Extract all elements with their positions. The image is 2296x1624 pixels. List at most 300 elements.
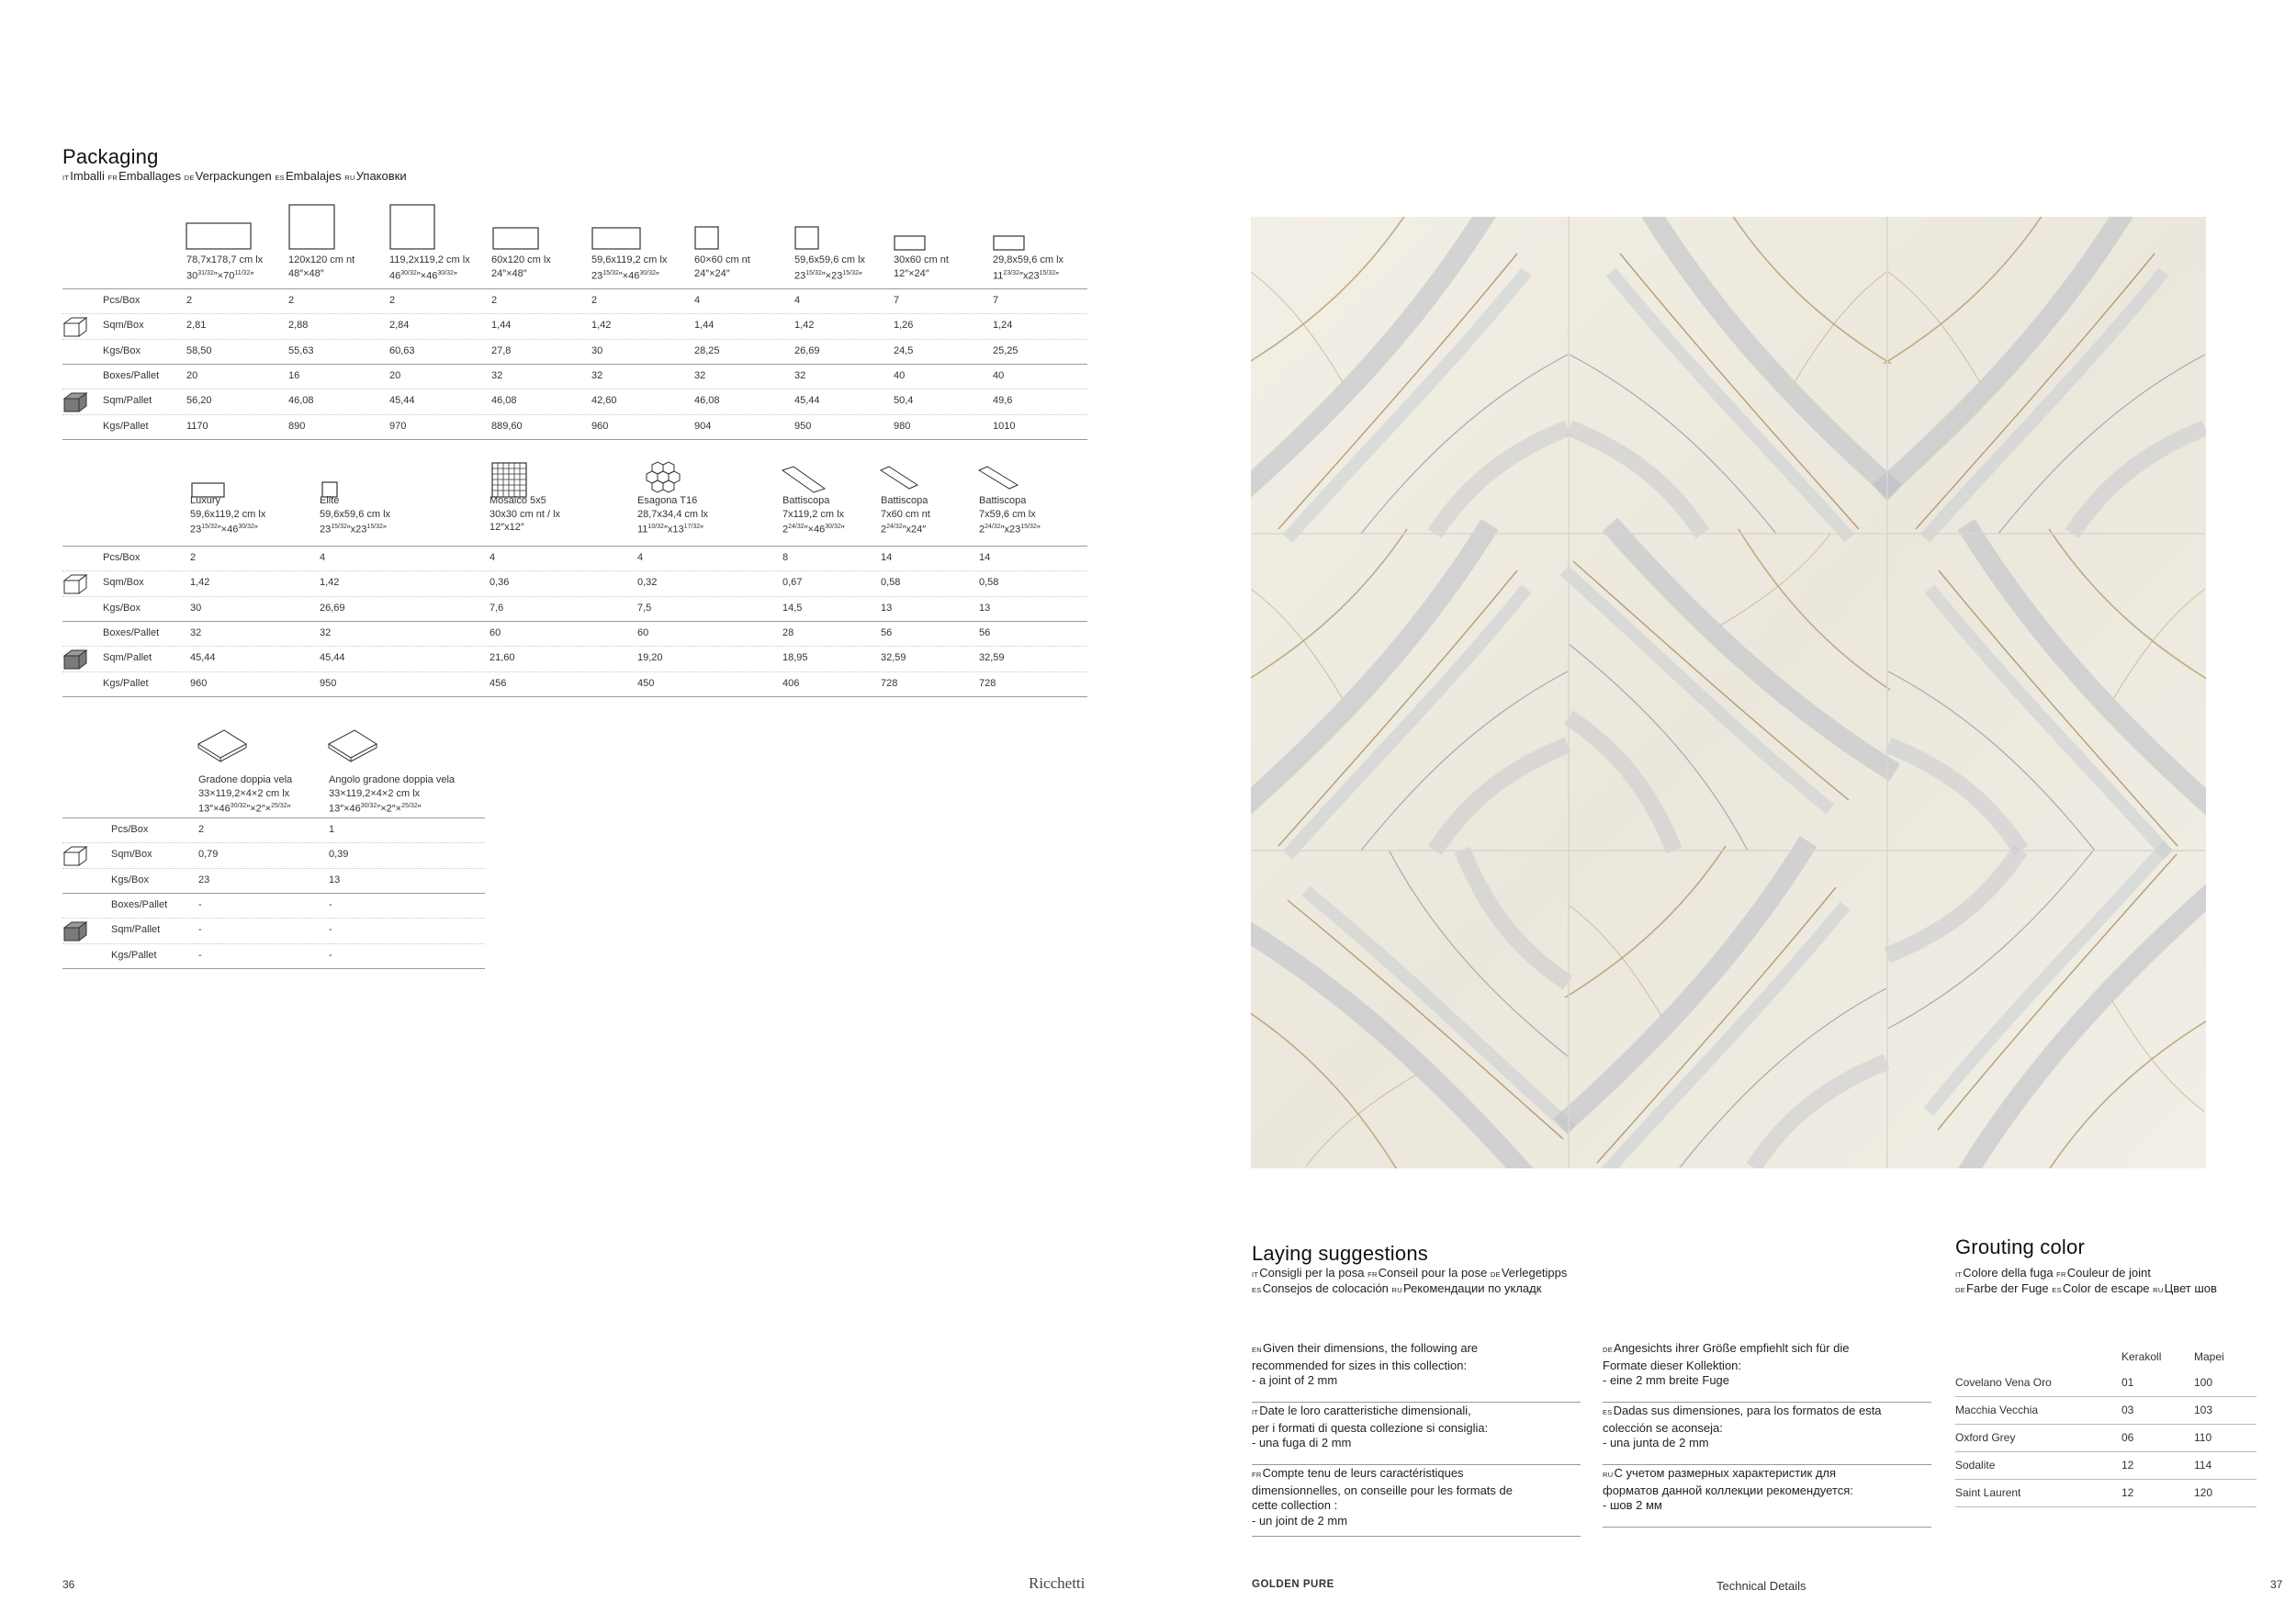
grout-header-mapei: Mapei [2194, 1350, 2224, 1363]
table-cell: 55,63 [288, 344, 314, 356]
row-label: Kgs/Pallet [103, 420, 149, 432]
format-size-cm: 60×60 cm nt [694, 254, 750, 265]
lang-code: RU [1391, 1286, 1402, 1294]
table-cell: 32 [320, 626, 332, 638]
grout-kerakoll: 06 [2122, 1431, 2134, 1444]
table-cell: 26,69 [320, 602, 345, 614]
row-label: Kgs/Box [103, 602, 141, 614]
row-label: Pcs/Box [111, 824, 149, 835]
column-header [782, 494, 845, 536]
column-header [794, 254, 865, 283]
laying-text: Given their dimensions, the following are recommended for sizes in this collection: - a joint of 2 mm [1252, 1341, 1479, 1387]
table-cell: 32 [491, 369, 503, 381]
format-name: Gradone doppia vela [198, 774, 293, 785]
laying-translations-2 [1252, 1281, 1541, 1295]
translation-text: Consejos de colocación [1262, 1281, 1392, 1295]
row-divider [62, 339, 1087, 340]
grout-name: Saint Laurent [1955, 1486, 2021, 1499]
lang-code: IT [62, 174, 70, 182]
table-cell: 1010 [993, 420, 1016, 432]
format-size-cm: 7x60 cm nt [881, 508, 930, 520]
table-cell: 0,58 [979, 577, 999, 589]
lang-code: RU [2153, 1286, 2164, 1294]
table-cell: 950 [794, 420, 812, 432]
marble-tile-image [1251, 217, 2206, 1168]
table-cell: 56 [881, 626, 893, 638]
translation-text: Verpackungen [195, 169, 276, 183]
translation-text: Colore della fuga [1963, 1266, 2057, 1280]
grout-row [1955, 1424, 2257, 1452]
format-shape [994, 236, 1024, 250]
table-cell: 728 [979, 677, 996, 689]
table-cell: - [329, 898, 332, 910]
table-cell: 60,63 [389, 344, 415, 356]
table-top-rule [62, 288, 1087, 289]
format-size-inch: 24″×24″ [694, 267, 730, 279]
table-cell: 889,60 [491, 420, 523, 432]
format-size-cm: 30x60 cm nt [894, 254, 949, 265]
format-size-cm: 59,6x59,6 cm lx [320, 508, 391, 520]
format-size-cm: 7x119,2 cm lx [782, 508, 845, 520]
translation-text: Emballages [118, 169, 185, 183]
table-cell: 13 [881, 602, 893, 614]
table-cell: 4 [637, 552, 644, 563]
table-cell: 24,5 [894, 344, 914, 356]
row-label: Kgs/Box [111, 874, 149, 885]
format-size-cm: 59,6x59,6 cm lx [794, 254, 866, 265]
translation-text: Цвет шов [2164, 1281, 2217, 1295]
page-number-right: 37 [2270, 1578, 2283, 1591]
table-cell: 14 [881, 552, 893, 563]
format-size-inch: $46^{30/32}''\times 46^{30/32}''$ [389, 269, 457, 282]
table-cell: 4 [320, 552, 326, 563]
column-header [637, 494, 708, 536]
table-cell: 32 [794, 369, 806, 381]
table-cell: 28,25 [694, 344, 720, 356]
column-header [190, 494, 265, 536]
table-cell: 40 [993, 369, 1005, 381]
brand-logo: Ricchetti [1029, 1574, 1086, 1592]
table-cell: 970 [389, 420, 407, 432]
format-size-cm: 120x120 cm nt [288, 254, 355, 265]
format-name: Mosaico 5x5 [490, 495, 546, 506]
laying-text: Angesichts ihrer Größe empfiehlt sich für die Formate dieser Kollektion: - eine 2 mm breite Fuge [1603, 1341, 1850, 1387]
format-size-inch: 12″×24″ [894, 267, 929, 279]
table-cell: 23 [198, 874, 210, 885]
table-cell: 13 [979, 602, 991, 614]
table-cell: 1,44 [491, 320, 512, 332]
row-label: Sqm/Pallet [111, 924, 161, 936]
column-header [491, 254, 551, 280]
page-number-left: 36 [62, 1578, 75, 1591]
grout-row [1955, 1369, 2257, 1397]
format-size-inch: $23^{15/32}''\times 23^{15/32}''$ [794, 269, 862, 282]
lang-code: RU [1603, 1471, 1614, 1479]
translation-text: Color de escape [2062, 1281, 2154, 1295]
table-cell: 14,5 [782, 602, 803, 614]
laying-block [1603, 1341, 1931, 1403]
lang-code: IT [1252, 1408, 1259, 1416]
row-label: Pcs/Box [103, 295, 141, 306]
step-shape [198, 730, 246, 761]
format-size-inch: 12″x12″ [490, 522, 524, 533]
row-label: Sqm/Pallet [103, 652, 152, 664]
table-cell: - [329, 949, 332, 961]
table-cell: 4 [694, 295, 701, 306]
table-cell: 7 [894, 295, 900, 306]
row-label: Boxes/Pallet [103, 369, 160, 381]
column-header [979, 494, 1041, 536]
packaging-table-3 [62, 716, 485, 974]
laying-text: Compte tenu de leurs caractéristiques dimensionnelles, on conseille pour les formats de cette collection : - un joint de 2 mm [1252, 1466, 1513, 1528]
pallet-icon [62, 919, 90, 943]
corner-step-shape [329, 730, 377, 761]
format-size-inch: $30^{31/32}''\times 70^{11/32}''$ [186, 269, 254, 282]
lang-code: EN [1252, 1346, 1263, 1354]
format-shape [895, 236, 925, 250]
laying-text: С учетом размерных характеристик для форматов данной коллекции рекомендуется: - шов 2 мм [1603, 1466, 1853, 1512]
table-cell: 0,39 [329, 849, 349, 861]
format-size-cm: 59,6x119,2 cm lx [190, 508, 266, 520]
table-cell: 7,6 [490, 602, 504, 614]
table-cell: 58,50 [186, 344, 212, 356]
lang-code: DE [1955, 1286, 1966, 1294]
row-label: Sqm/Box [111, 849, 152, 861]
format-shape [795, 227, 818, 249]
format-size-inch: $2^{24/32}''x23^{15/32}''$ [979, 524, 1041, 536]
lang-code: ES [1603, 1408, 1613, 1416]
table-cell: 904 [694, 420, 712, 432]
table-cell: 21,60 [490, 652, 515, 664]
format-size-inch: $13''\times 46^{30/32}''\times 2''\times^{25/32}''$ [329, 803, 422, 815]
table-cell: 2 [186, 295, 193, 306]
table-cell: 26,69 [794, 344, 820, 356]
grouting-translations-2 [1955, 1281, 2217, 1295]
translation-text: Рекомендации по укладк [1402, 1281, 1542, 1295]
box-icon [62, 844, 90, 868]
table-cell: 60 [490, 626, 501, 638]
grouting-translations-1 [1955, 1266, 2151, 1280]
column-header [329, 773, 455, 816]
table-cell: - [198, 949, 202, 961]
row-divider [62, 646, 1087, 647]
column-header [894, 254, 949, 280]
laying-title: Laying suggestions [1252, 1242, 1428, 1265]
format-size-cm: 119,2x119,2 cm lx [389, 254, 470, 265]
column-header [288, 254, 355, 280]
format-size-inch: 24″×48″ [491, 267, 527, 279]
table-cell: 960 [190, 677, 208, 689]
table-cell: 18,95 [782, 652, 808, 664]
table-cell: 32,59 [881, 652, 906, 664]
format-size-cm: 78,7x178,7 cm lx [186, 254, 264, 265]
lang-code: DE [1603, 1346, 1614, 1354]
table-cell: 1,42 [190, 577, 210, 589]
laying-block [1252, 1466, 1581, 1537]
row-divider [62, 313, 1087, 314]
table-cell: 45,44 [794, 395, 820, 407]
table-cell: 14 [979, 552, 991, 563]
grout-mapei: 114 [2194, 1459, 2212, 1472]
lang-code: ES [1252, 1286, 1262, 1294]
lang-code: DE [184, 174, 195, 182]
lang-code: IT [1252, 1270, 1259, 1279]
lang-code: DE [1490, 1270, 1501, 1279]
laying-text: Dadas sus dimensiones, para los formatos de esta colección se aconseja: - una junta de 2 mm [1603, 1404, 1882, 1449]
grout-mapei: 100 [2194, 1376, 2213, 1389]
format-shapes-1 [62, 202, 1087, 257]
translation-text: Imballi [70, 169, 108, 183]
column-header [389, 254, 470, 283]
lang-code: FR [107, 174, 118, 182]
row-label: Kgs/Pallet [111, 949, 157, 961]
pallet-icon [62, 390, 90, 414]
format-size-cm: 33×119,2×4×2 cm lx [198, 787, 290, 799]
format-shape [186, 223, 251, 249]
row-divider [62, 968, 485, 969]
format-size-inch: $11^{10/32}''x13^{17/32}''$ [637, 524, 704, 536]
grout-kerakoll: 01 [2122, 1376, 2134, 1389]
table-cell: 30 [190, 602, 202, 614]
packaging-title: Packaging [62, 145, 159, 168]
table-cell: 46,08 [694, 395, 720, 407]
table-cell: 60 [637, 626, 649, 638]
table-cell: 456 [490, 677, 507, 689]
table-cell: 2 [198, 824, 205, 835]
format-size-inch: $23^{15/32}''\times 46^{30/32}''$ [591, 269, 659, 282]
translation-text: Упаковки [355, 169, 407, 183]
grout-name: Sodalite [1955, 1459, 1996, 1472]
hexagon-shape [647, 462, 680, 492]
table-cell: 1,42 [591, 320, 612, 332]
skirting-shape [782, 467, 1018, 492]
table-cell: 49,6 [993, 395, 1013, 407]
lang-code: IT [1955, 1270, 1963, 1279]
row-divider [62, 364, 1087, 365]
grout-row [1955, 1396, 2257, 1425]
table-cell: 2 [491, 295, 498, 306]
lang-code: RU [344, 174, 355, 182]
format-size-cm: 28,7x34,4 cm lx [637, 508, 709, 520]
table-cell: 32 [694, 369, 706, 381]
table-cell: 30 [591, 344, 603, 356]
row-label: Pcs/Box [103, 552, 141, 563]
row-divider [62, 893, 485, 894]
table-cell: 1,42 [794, 320, 815, 332]
table-cell: 728 [881, 677, 898, 689]
format-name: Luxury [190, 495, 221, 506]
laying-block [1252, 1404, 1581, 1465]
translation-text: Conseil pour la pose [1378, 1266, 1491, 1280]
format-name: Angolo gradone doppia vela [329, 774, 456, 785]
grout-mapei: 110 [2194, 1431, 2212, 1444]
column-header [591, 254, 667, 283]
format-name: Elite [320, 495, 340, 506]
row-divider [62, 943, 485, 944]
translation-text: Verlegetipps [1501, 1266, 1568, 1280]
table-cell: 0,67 [782, 577, 803, 589]
grout-row [1955, 1479, 2257, 1507]
row-label: Boxes/Pallet [111, 898, 168, 910]
grout-mapei: 120 [2194, 1486, 2213, 1499]
table-cell: 1,26 [894, 320, 914, 332]
row-divider [62, 439, 1087, 440]
laying-block [1252, 1341, 1581, 1403]
table-cell: 406 [782, 677, 800, 689]
packaging-translations [62, 169, 407, 183]
table-cell: 1,42 [320, 577, 340, 589]
table-cell: 8 [782, 552, 789, 563]
format-size-inch: $23^{15/32}''\times 46^{30/32}''$ [190, 524, 258, 536]
format-name: Battiscopa [881, 495, 929, 506]
row-divider [62, 596, 1087, 597]
format-size-inch: $2^{24/32}''\times 46^{30/32}''$ [782, 524, 845, 536]
table-cell: 27,8 [491, 344, 512, 356]
column-header [993, 254, 1064, 283]
table-cell: 0,58 [881, 577, 901, 589]
translation-text: Couleur de joint [2066, 1266, 2151, 1280]
row-divider [62, 918, 485, 919]
table-cell: 42,60 [591, 395, 617, 407]
table-cell: 19,20 [637, 652, 663, 664]
grout-row [1955, 1451, 2257, 1480]
laying-block [1603, 1404, 1931, 1465]
laying-block [1603, 1466, 1931, 1528]
format-size-cm: 60x120 cm lx [491, 254, 551, 265]
pallet-icon [62, 648, 90, 671]
packaging-table-1 [62, 202, 1087, 443]
format-shape [695, 227, 718, 249]
table-cell: 20 [186, 369, 198, 381]
column-header [490, 494, 560, 535]
format-size-cm: 7x59,6 cm lx [979, 508, 1036, 520]
table-cell: 2,81 [186, 320, 207, 332]
grouting-title: Grouting color [1955, 1235, 2085, 1258]
table-cell: 56,20 [186, 395, 212, 407]
format-size-cm: 59,6x119,2 cm lx [591, 254, 668, 265]
table-cell: 1,44 [694, 320, 715, 332]
table-cell: 4 [490, 552, 496, 563]
format-size-inch: $11^{23/32}''x23^{15/32}''$ [993, 269, 1060, 282]
grout-mapei: 103 [2194, 1404, 2213, 1416]
column-header [198, 773, 292, 816]
format-size-cm: 30x30 cm nt / lx [490, 508, 561, 520]
table-cell: 45,44 [320, 652, 345, 664]
format-name: Battiscopa [979, 495, 1027, 506]
table-cell: - [329, 924, 332, 936]
table-cell: 25,25 [993, 344, 1019, 356]
table-cell: 1,24 [993, 320, 1013, 332]
grout-name: Oxford Grey [1955, 1431, 2016, 1444]
table-cell: 32,59 [979, 652, 1005, 664]
table-cell: 20 [389, 369, 401, 381]
table-cell: 7,5 [637, 602, 652, 614]
format-size-inch: $23^{15/32}''x23^{15/32}''$ [320, 524, 387, 536]
format-shapes-3 [62, 716, 485, 772]
laying-text: Date le loro caratteristiche dimensionali, per i formati di questa collezione si consiglia: - una fuga di 2 mm [1252, 1404, 1489, 1449]
packaging-table-2 [62, 459, 1087, 707]
table-cell: 13 [329, 874, 341, 885]
table-cell: 950 [320, 677, 337, 689]
lang-code: FR [1252, 1471, 1262, 1479]
table-cell: 56 [979, 626, 991, 638]
row-label: Sqm/Box [103, 577, 144, 589]
table-cell: 2 [288, 295, 295, 306]
table-cell: 1 [329, 824, 335, 835]
grout-kerakoll: 03 [2122, 1404, 2134, 1416]
row-label: Boxes/Pallet [103, 626, 160, 638]
row-label: Kgs/Box [103, 344, 141, 356]
format-size-inch: $2^{24/32}''x24''$ [881, 524, 927, 536]
section-name: Technical Details [1716, 1579, 1806, 1593]
lang-code: FR [2056, 1270, 2066, 1279]
format-shape [592, 228, 640, 249]
table-cell: 40 [894, 369, 906, 381]
lang-code: ES [275, 174, 285, 182]
row-divider [62, 621, 1087, 622]
row-label: Sqm/Pallet [103, 395, 152, 407]
table-cell: 4 [794, 295, 801, 306]
row-divider [62, 570, 1087, 571]
row-divider [62, 696, 1087, 697]
table-cell: 2 [591, 295, 598, 306]
table-cell: 980 [894, 420, 911, 432]
table-cell: 32 [591, 369, 603, 381]
table-cell: 45,44 [389, 395, 415, 407]
table-cell: 45,44 [190, 652, 216, 664]
box-icon [62, 315, 90, 339]
grout-kerakoll: 12 [2122, 1486, 2134, 1499]
translation-text: Consigli per la posa [1259, 1266, 1368, 1280]
column-header [186, 254, 263, 283]
column-header [881, 494, 930, 536]
table-cell: 890 [288, 420, 306, 432]
table-cell: 7 [993, 295, 999, 306]
format-shape [493, 228, 538, 249]
table-top-rule [62, 546, 1087, 547]
row-divider [62, 671, 1087, 672]
table-cell: 0,36 [490, 577, 510, 589]
table-cell: 960 [591, 420, 609, 432]
row-label: Kgs/Pallet [103, 677, 149, 689]
table-cell: 46,08 [491, 395, 517, 407]
mosaic-shape [492, 463, 526, 497]
table-cell: - [198, 898, 202, 910]
row-divider [62, 414, 1087, 415]
row-divider [62, 868, 485, 869]
format-shape [289, 205, 334, 249]
table-cell: 50,4 [894, 395, 914, 407]
lang-code: ES [2052, 1286, 2062, 1294]
collection-name: GOLDEN PURE [1252, 1579, 1334, 1590]
table-cell: 32 [190, 626, 202, 638]
format-name: Battiscopa [782, 495, 830, 506]
translation-text: Embalajes [285, 169, 345, 183]
grout-kerakoll: 12 [2122, 1459, 2134, 1472]
laying-translations-1 [1252, 1266, 1567, 1280]
table-cell: 2,88 [288, 320, 309, 332]
grout-name: Covelano Vena Oro [1955, 1376, 2052, 1389]
translation-text: Farbe der Fuge [1966, 1281, 2053, 1295]
column-header [694, 254, 750, 280]
grout-header-kerakoll: Kerakoll [2122, 1350, 2162, 1363]
table-cell: 16 [288, 369, 300, 381]
format-size-cm: 33×119,2×4×2 cm lx [329, 787, 421, 799]
format-size-inch: 48″×48″ [288, 267, 324, 279]
row-divider [62, 842, 485, 843]
format-size-inch: $13''\times 46^{30/32}''\times 2''\times^{25/32}''$ [198, 803, 291, 815]
format-size-cm: 29,8x59,6 cm lx [993, 254, 1064, 265]
